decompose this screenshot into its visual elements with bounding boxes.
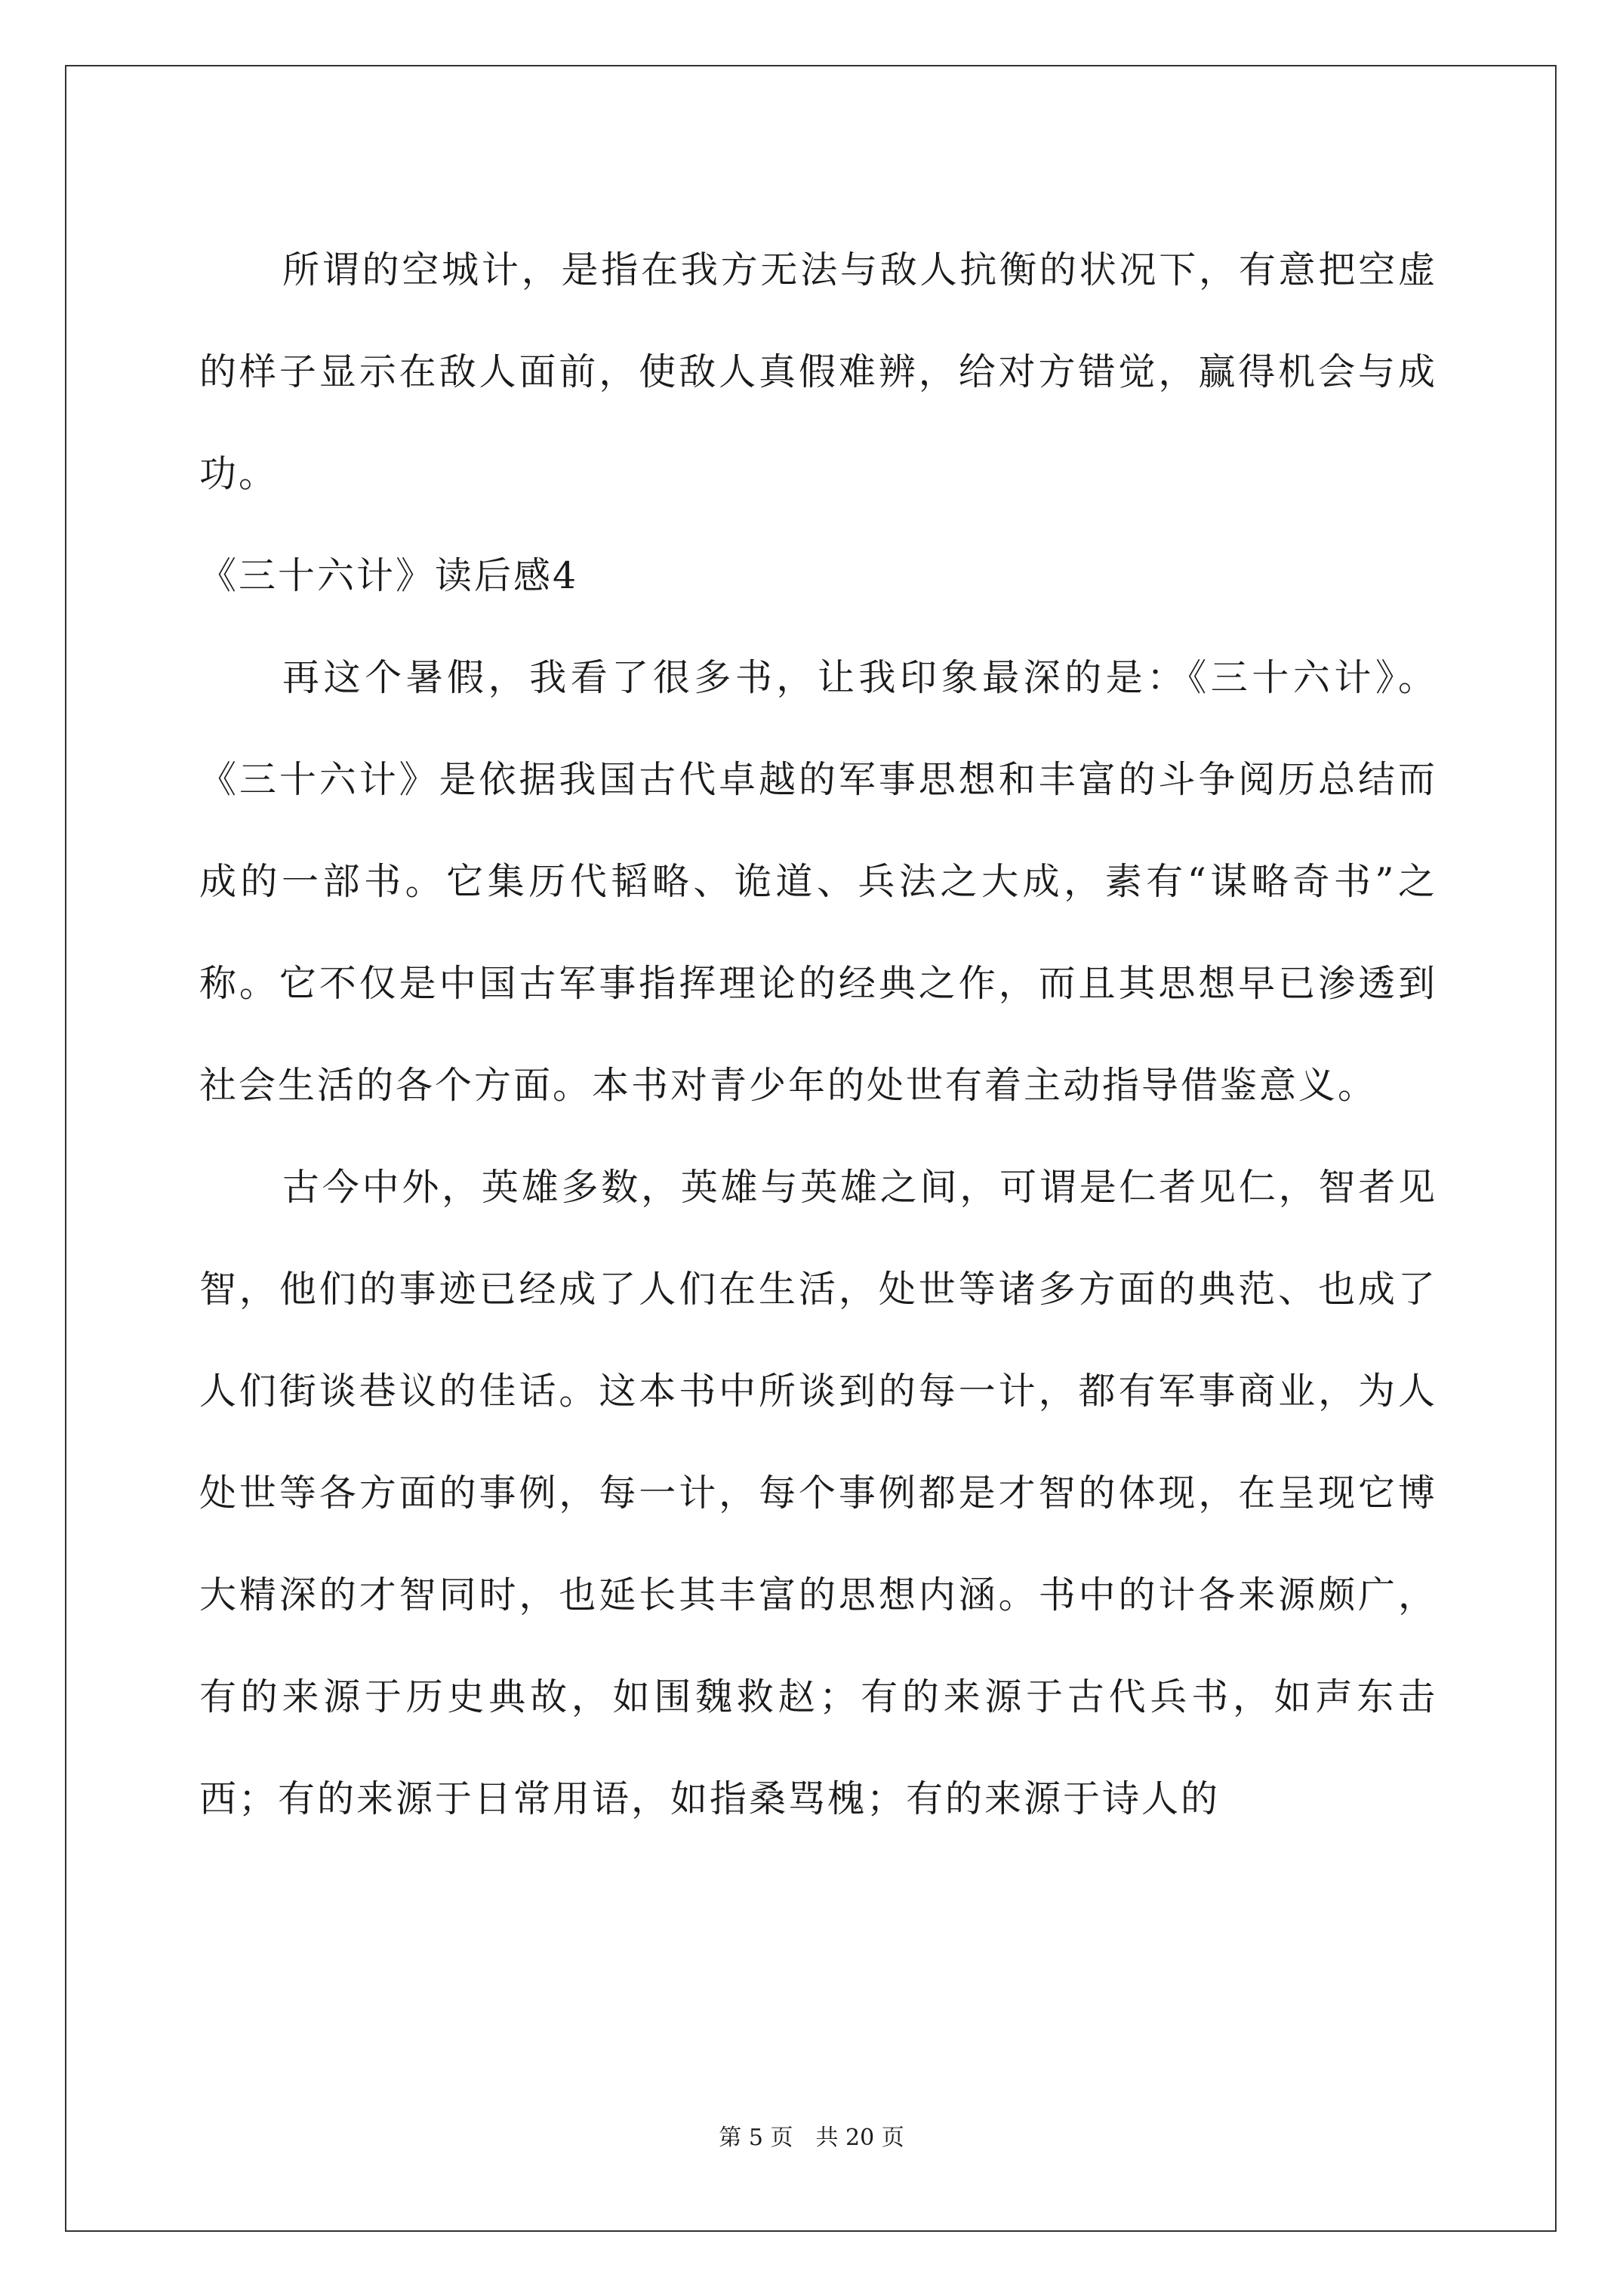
paragraph: 所谓的空城计，是指在我方无法与敌人抗衡的状况下，有意把空虚的样子显示在敌人面前，使敌人真假难辨，给对方错觉，赢得机会与成功。 (199, 248, 1437, 495)
paragraph: 再这个暑假，我看了很多书，让我印象最深的是：《三十六计》。《三十六计》是依据我国古代卓越的军事思想和丰富的斗争阅历总结而成的一部书。它集历代韬略、诡道、兵法之大成，素有“谋略奇书”之称。它不仅是中国古军事指挥理论的经典之作，而且其思想早已渗透到社会生活的各个方面。本书对青少年的处世有着主动指导借鉴意义。 (199, 656, 1437, 1107)
paragraph: 古今中外，英雄多数，英雄与英雄之间，可谓是仁者见仁，智者见智，他们的事迹已经成了人们在生活，处世等诸多方面的典范、也成了人们街谈巷议的佳话。这本书中所谈到的每一计，都有军事商业，为人处世等各方面的事例，每一计，每个事例都是才智的体现，在呈现它博大精深的才智同时，也延长其丰富的思想内涵。书中的计各来源颇广，有的来源于历史典故，如围魏救赵；有的来源于古代兵书，如声东击西；有的来源于日常用语，如指桑骂槐；有的来源于诗人的 (199, 1166, 1437, 1820)
page-number-footer: 第 5 页 共 20 页 (719, 2125, 904, 2151)
document-body (199, 219, 1437, 1850)
section-heading: 《三十六计》读后感4 (199, 554, 579, 597)
